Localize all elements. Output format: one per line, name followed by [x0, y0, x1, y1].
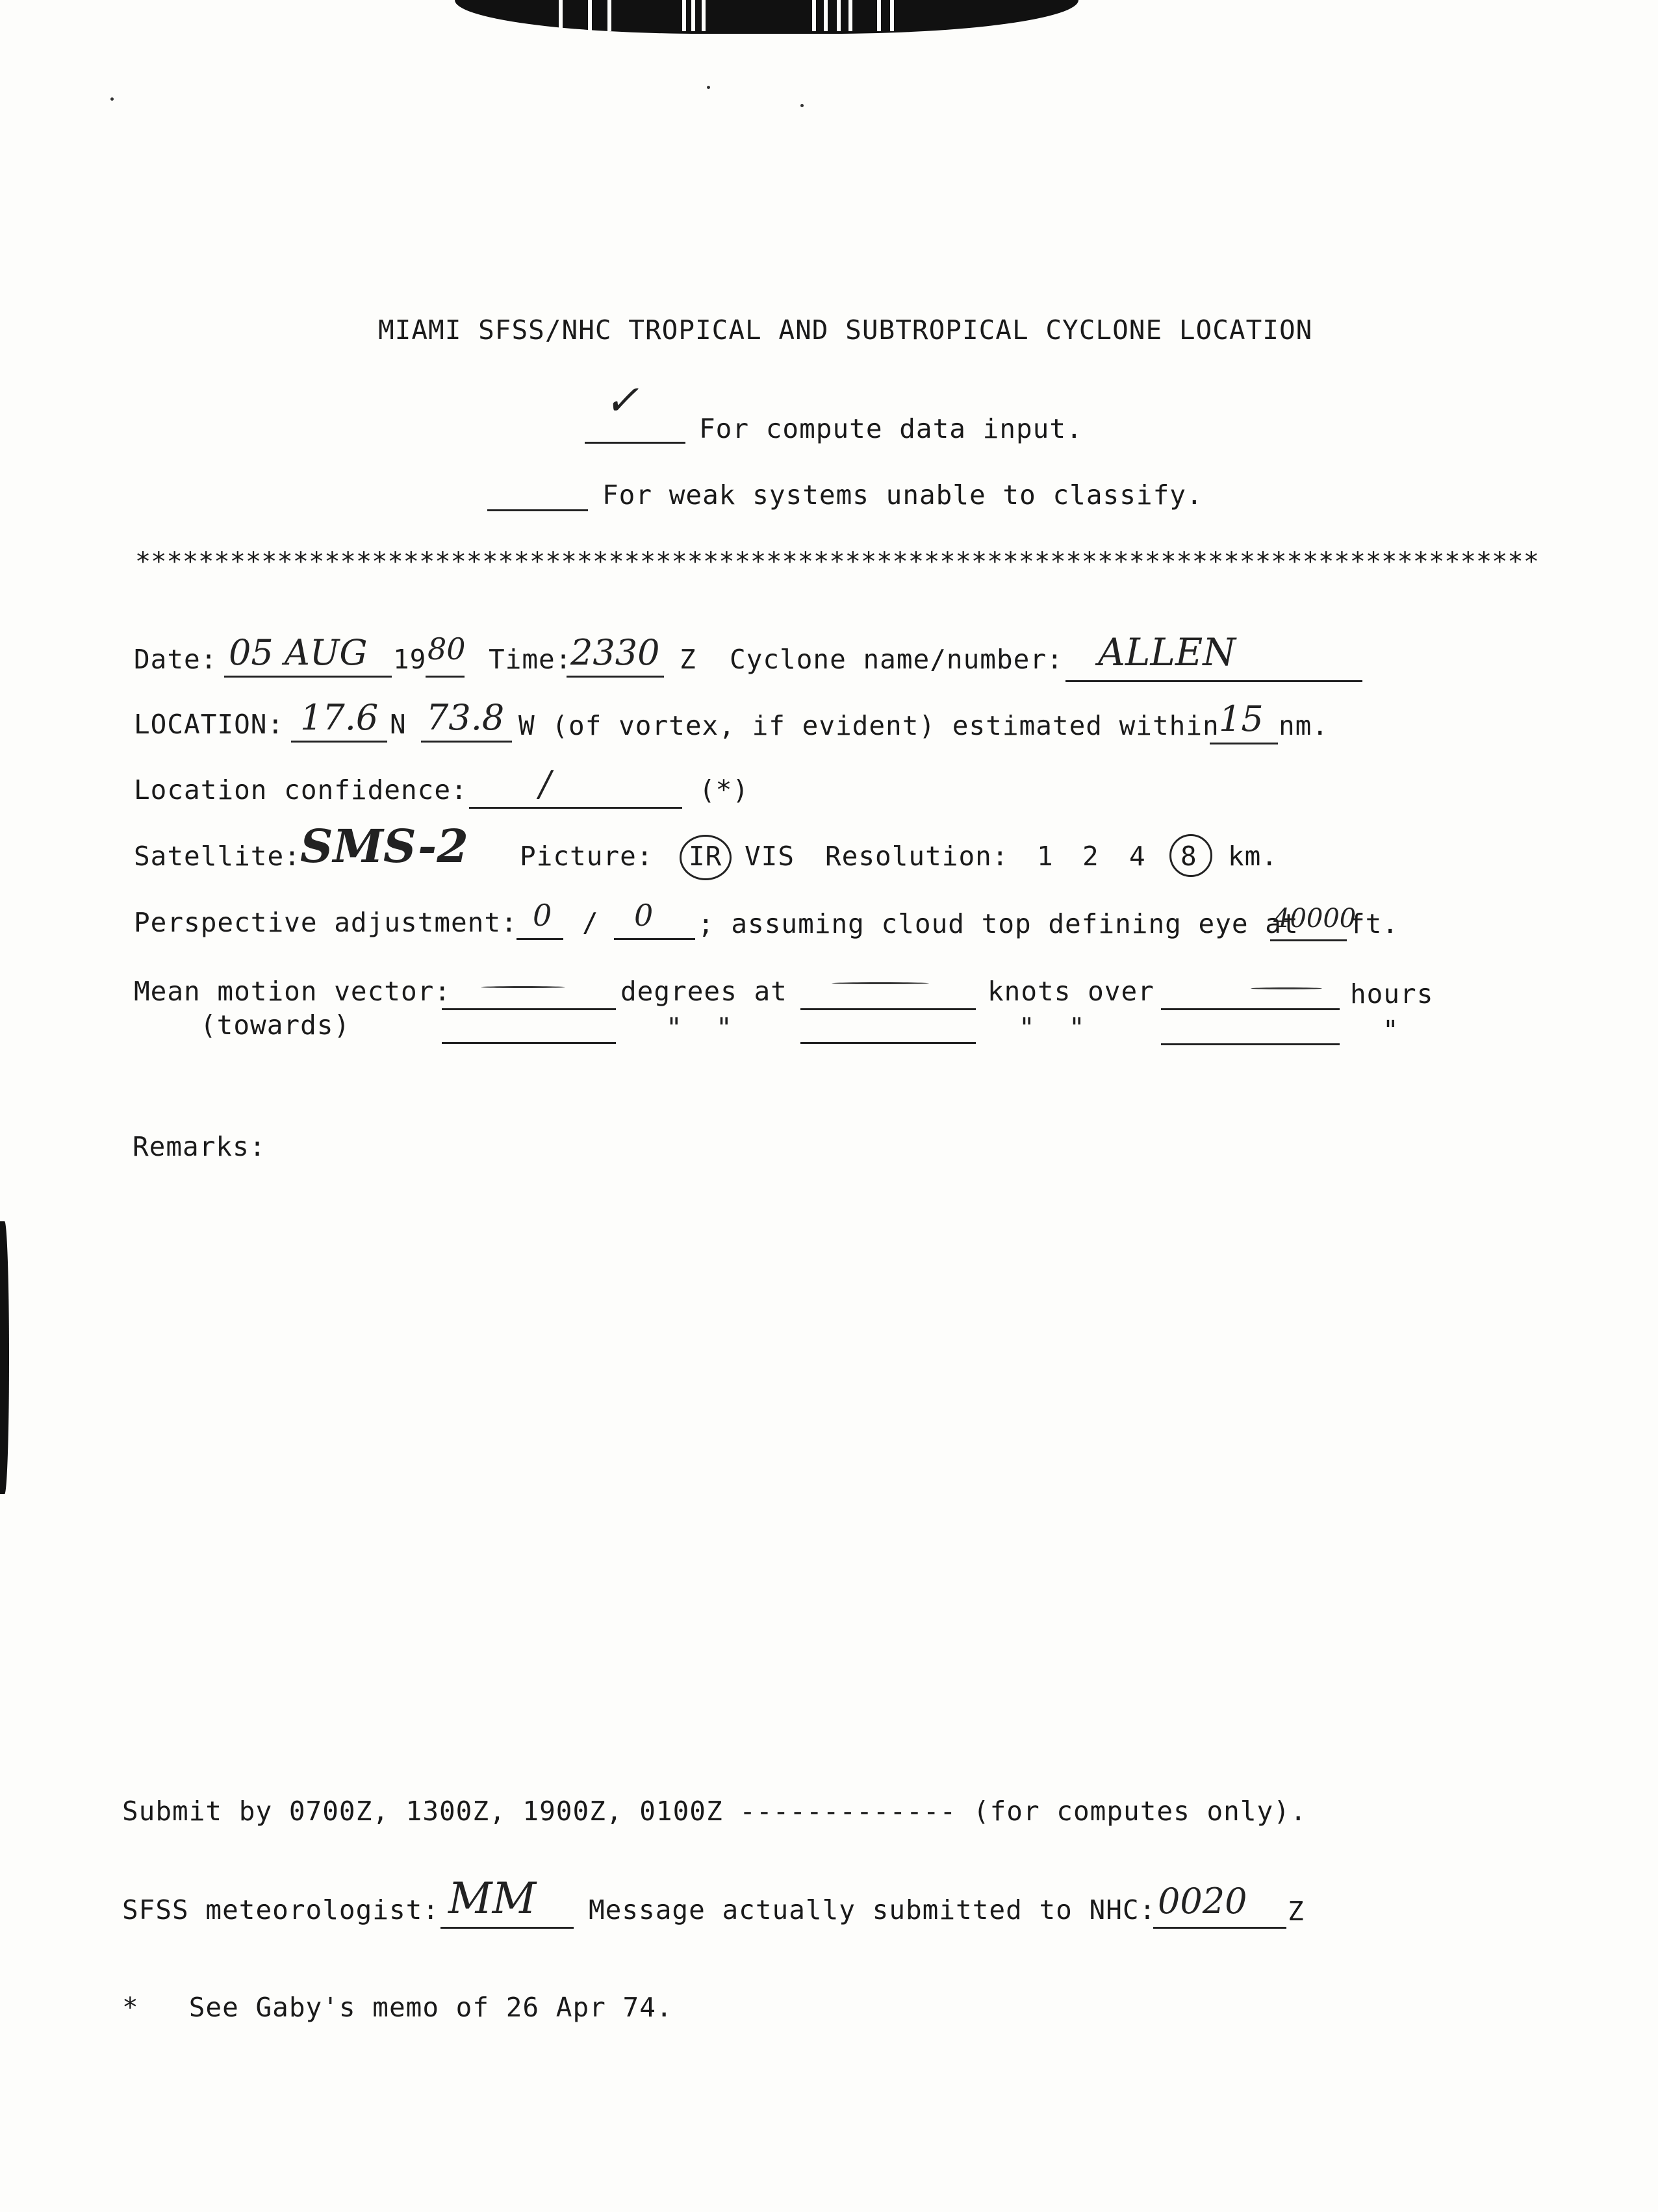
eye-height-value: 40000 — [1273, 904, 1357, 934]
scan-top-edge — [455, 0, 1078, 34]
weak-option-label: For weak systems unable to classify. — [602, 479, 1203, 511]
scan-mark — [837, 0, 841, 31]
date-label: Date: — [134, 644, 218, 675]
scan-speck — [800, 104, 804, 107]
perspective-blank-1 — [517, 938, 563, 940]
submit-instructions: Submit by 0700Z, 1300Z, 1900Z, 0100Z ------------- (for computes only). — [122, 1796, 1307, 1827]
motion-knots-blank — [800, 1008, 976, 1010]
ditto-knots: " " — [1019, 1012, 1086, 1043]
towards-hours-blank — [1161, 1043, 1340, 1045]
weak-blank — [487, 509, 588, 511]
confidence-suffix: (*) — [699, 774, 750, 806]
perspective-value-1: 0 — [533, 898, 552, 933]
towards-label: (towards) — [200, 1010, 351, 1041]
time-value: 2330 — [570, 632, 660, 673]
separator: ***************************************************************************************** — [135, 547, 1540, 577]
within-blank — [1210, 743, 1278, 744]
message-time-suffix: Z — [1288, 1896, 1305, 1927]
longitude-value: 73.8 — [426, 697, 505, 738]
scan-mark — [691, 0, 695, 31]
scan-mark — [702, 0, 706, 31]
time-label: Time: — [489, 644, 572, 675]
meteorologist-label: SFSS meteorologist: — [122, 1894, 439, 1926]
motion-dash-3 — [1251, 987, 1322, 989]
motion-hours-blank — [1161, 1008, 1340, 1010]
ditto-hours: " — [1383, 1015, 1399, 1046]
scan-mark — [559, 0, 563, 31]
scan-mark — [848, 0, 852, 31]
year-blank — [426, 676, 465, 678]
remarks-label: Remarks: — [133, 1131, 266, 1162]
resolution-suffix: km. — [1228, 841, 1279, 872]
latitude-blank — [291, 741, 387, 743]
longitude-blank — [421, 741, 512, 743]
satellite-label: Satellite: — [134, 841, 301, 872]
meteorologist-initials: MM — [448, 1874, 537, 1924]
eye-height-blank — [1270, 939, 1347, 941]
motion-degrees-label: degrees at — [620, 976, 787, 1007]
resolution-1: 1 — [1037, 841, 1054, 872]
scan-speck — [110, 97, 114, 101]
eye-height-suffix: ft. — [1349, 908, 1399, 939]
towards-degrees-blank — [442, 1042, 616, 1044]
perspective-value-2: 0 — [634, 898, 654, 933]
picture-ir: IR — [689, 841, 722, 872]
check-mark: ✓ — [604, 377, 639, 425]
compute-option-label: For compute data input. — [699, 413, 1083, 444]
towards-knots-blank — [800, 1042, 976, 1044]
scan-mark — [607, 0, 611, 31]
perspective-blank-2 — [614, 938, 695, 940]
perspective-label: Perspective adjustment: — [134, 907, 518, 938]
year-value: 80 — [427, 631, 466, 667]
location-label: LOCATION: — [134, 709, 285, 740]
meteorologist-blank — [440, 1927, 574, 1929]
picture-label: Picture: — [520, 841, 654, 872]
time-suffix: Z — [680, 644, 696, 675]
message-label: Message actually submitted to NHC: — [589, 1894, 1156, 1926]
perspective-suffix: ; assuming cloud top defining eye at — [698, 908, 1299, 939]
motion-label: Mean motion vector: — [134, 976, 451, 1007]
resolution-4: 4 — [1129, 841, 1146, 872]
ditto-degrees: " " — [666, 1012, 733, 1043]
satellite-value: SMS-2 — [300, 819, 468, 873]
date-blank — [224, 676, 392, 678]
confidence-label: Location confidence: — [134, 774, 468, 806]
motion-hours-label: hours — [1350, 978, 1434, 1010]
confidence-blank — [469, 807, 682, 809]
latitude-suffix: N — [390, 709, 407, 740]
resolution-8: 8 — [1180, 841, 1197, 872]
within-value: 15 — [1219, 698, 1264, 739]
year-prefix: 19 — [393, 644, 427, 675]
picture-vis: VIS — [745, 841, 795, 872]
footnote: * See Gaby's memo of 26 Apr 74. — [122, 1992, 673, 2023]
message-time-blank — [1153, 1927, 1286, 1929]
date-value: 05 AUG — [229, 632, 368, 673]
perspective-slash: / — [582, 907, 599, 938]
message-time-value: 0020 — [1158, 1881, 1247, 1922]
cyclone-blank — [1065, 680, 1362, 682]
page-title: MIAMI SFSS/NHC TROPICAL AND SUBTROPICAL CYCLONE LOCATION — [378, 314, 1313, 346]
time-blank — [567, 676, 664, 678]
latitude-value: 17.6 — [300, 697, 379, 738]
cyclone-label: Cyclone name/number: — [730, 644, 1064, 675]
cyclone-value: ALLEN — [1098, 630, 1236, 674]
scan-mark — [824, 0, 828, 31]
resolution-2: 2 — [1082, 841, 1099, 872]
motion-degrees-blank — [442, 1008, 616, 1010]
motion-dash-2 — [832, 982, 929, 984]
scan-left-edge — [0, 1221, 9, 1494]
scan-mark — [588, 0, 592, 31]
motion-dash-1 — [481, 986, 565, 988]
longitude-suffix: W (of vortex, if evident) estimated within — [518, 710, 1219, 741]
scan-mark — [812, 0, 816, 31]
motion-knots-label: knots over — [988, 976, 1154, 1007]
resolution-label: Resolution: — [825, 841, 1009, 872]
compute-blank — [585, 442, 685, 444]
scan-speck — [707, 86, 710, 89]
within-suffix: nm. — [1279, 710, 1329, 741]
scan-mark — [877, 0, 881, 31]
scan-mark — [682, 0, 686, 31]
confidence-value: / — [539, 763, 552, 804]
scan-mark — [890, 0, 894, 31]
